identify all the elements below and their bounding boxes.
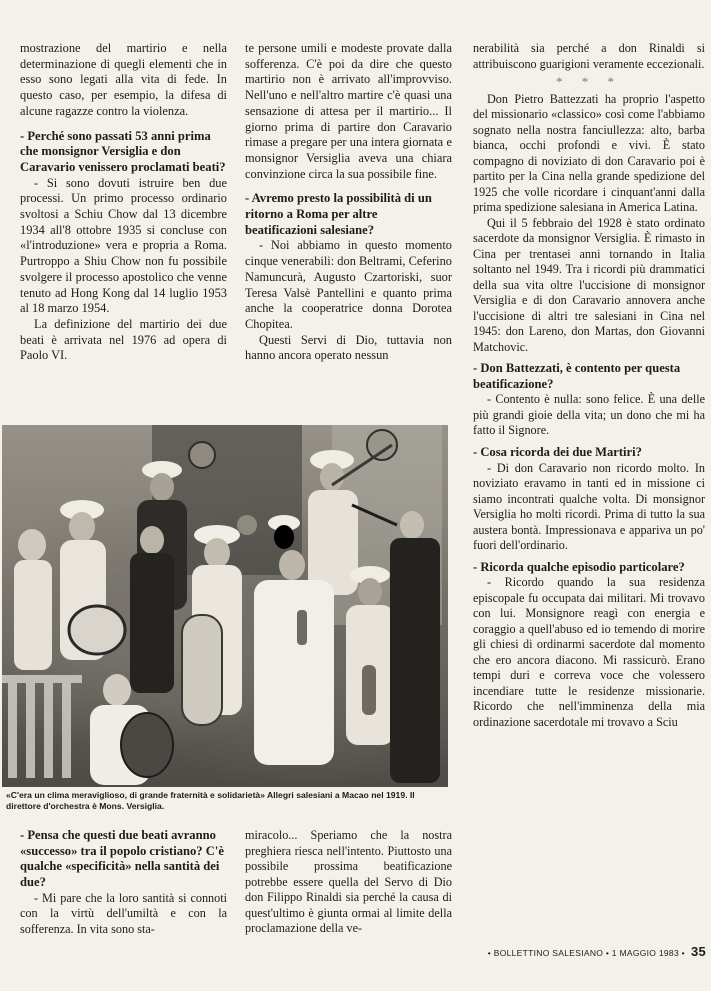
article-column-2-lower	[245, 828, 452, 937]
interview-question: - Perché sono passati 53 anni prima che monsignor Versiglia e don Caravario venissero proclamati beati?	[20, 128, 226, 174]
interview-answer: - Ricordo quando la sua residenza episcopale fu occupata dai militari. Mi trovavo con lui. Monsignore reagì con energia e coraggio a quell'abuso ed io temendo di morire gli chiesi di ordinarmi sacerdote dal momento che ero ancora diacono. Mi rassicurò. Erano tempi duri e correva voce che volessero incendiare tutte le residenze missionarie. Ricordo che nell'imminenza della mia ordinazione sacerdotale mi trovavo a Sciu	[473, 575, 705, 729]
interview-answer: - Mi pare che la loro santità si connoti con la virtù dell'umiltà e con la sofferenza. In vita sono sta-	[20, 890, 227, 936]
article-column-3	[473, 41, 705, 730]
band-photo	[2, 425, 448, 787]
interview-question: - Cosa ricorda dei due Martiri?	[473, 444, 642, 459]
paragraph: mostrazione del martirio e nella determinazione di quegli elementi che in esso sono legati alla vita di fede. In questo caso, per esempio, la difesa di alcune ragazze contro la violenza.	[20, 41, 227, 118]
journal-name: • BOLLETTINO SALESIANO • 1 MAGGIO 1983 •	[487, 948, 685, 958]
page-footer	[476, 944, 706, 959]
paragraph: Qui il 5 febbraio del 1928 è stato ordinato sacerdote da monsignor Versiglia. È rimasto in Cina per trentasei anni tornando in Italia soltanto nel 1949. Tra i ricordi più drammatici della sua vita oltre l'uccisione di monsignor Versiglia e di don Caravario annovera anche l'uccisione di altri tre salesiani in Cina nel 1945: don Lareno, don Martas, don Giovanni Matchovic.	[473, 215, 705, 354]
interview-answer: - Di don Caravario non ricordo molto. In noviziato eravamo in tanti ed in missione ci siamo incontrati qualche volta. Di monsignor Versiglia ho molti ricordi. Prima di tutto la sua austera bontà. Impressionava e appariva un po' fuori dell'ordinario.	[473, 460, 705, 553]
paragraph: te persone umili e modeste provate dalla sofferenza. C'è poi da dire che questo martirio non è arrivato all'improvviso. Nell'uno e nell'altro martire c'è quasi una sensazione di attesa per il martirio... Il giorno prima di partire don Caravario rimase a pregare per una intera giornata e monsignor Versiglia aveva una chiara convinzione circa la sua possibile fine.	[245, 41, 452, 181]
interview-answer: - Noi abbiamo in questo momento cinque venerabili: don Beltrami, Ceferino Namuncurà, Augusto Czartoriski, suor Teresa Valsè Pantellini e quanto prima anche la cooperatrice donna Dorotea Chopitea.	[245, 238, 452, 331]
paragraph: Don Pietro Battezzati ha proprio l'aspetto del missionario «classico» così come l'abbiamo sognato nella nostra fanciullezza: alto, barba bianca, occhi profondi e vivi. È stato compagno di noviziato di don Caravario poi è partito per la Cina nella grande spedizione del 1925 che volle ricordare i cinquant'anni dalla prima spedizione salesiana in America Latina.	[473, 91, 705, 214]
paragraph: miracolo... Speriamo che la nostra preghiera riesca nell'intento. Piuttosto una possibile prossima beatificazione potrebbe essere quella del Servo di Dio don Filippo Rinaldi sia perché la causa di quest'ultimo è giunta ormai al limite della proclamazione della ve-	[245, 828, 452, 935]
interview-question: - Don Battezzati, è contento per questa beatificazione?	[473, 361, 681, 391]
article-column-1	[20, 41, 227, 364]
interview-question: - Ricorda qualche episodio particolare?	[473, 559, 685, 574]
paragraph: nerabilità sia perché a don Rinaldi si attribuiscono guarigioni veramente eccezionali.	[473, 41, 705, 71]
page-number: 35	[690, 944, 706, 959]
article-column-1-lower	[20, 828, 227, 937]
section-divider: * * *	[556, 74, 622, 89]
interview-answer: - Si sono dovuti istruire ben due processi. Un primo processo ordinario svoltosi a Schiu Chow dal 13 dicembre 1934 all'8 ottobre 1935 si concluse con «l'introduzione» vera e propria a Roma. Purtroppo a Shiu Chow non fu possibile svolgere il processo apostolico che venne tenuto ad Hong Kong dal 14 luglio 1953 al 18 marzo 1954.	[20, 175, 227, 316]
article-column-2	[245, 41, 452, 364]
paragraph: Questi Servi di Dio, tuttavia non hanno ancora operato nessun	[245, 332, 452, 363]
photo-caption: «C'era un clima meraviglioso, di grande fraternità e solidarietà» Allegri salesiani a Macao nel 1919. Il direttore d'orchestra è Mons. Versiglia.	[6, 790, 415, 811]
interview-answer: - Contento è nulla: sono felice. È una delle più grandi gioie della vita; un dono che mi ha fatto il Signore.	[473, 392, 705, 438]
interview-question: - Avremo presto la possibilità di un ritorno a Roma per altre beatificazioni salesiane?	[245, 191, 432, 237]
paragraph: La definizione del martirio dei due beati è arrivata nel 1976 ad opera di Paolo VI.	[20, 316, 227, 363]
interview-question: - Pensa che questi due beati avranno «successo» tra il popolo cristiano? C'è qualche «specificità» nella santità dei due?	[20, 828, 224, 890]
